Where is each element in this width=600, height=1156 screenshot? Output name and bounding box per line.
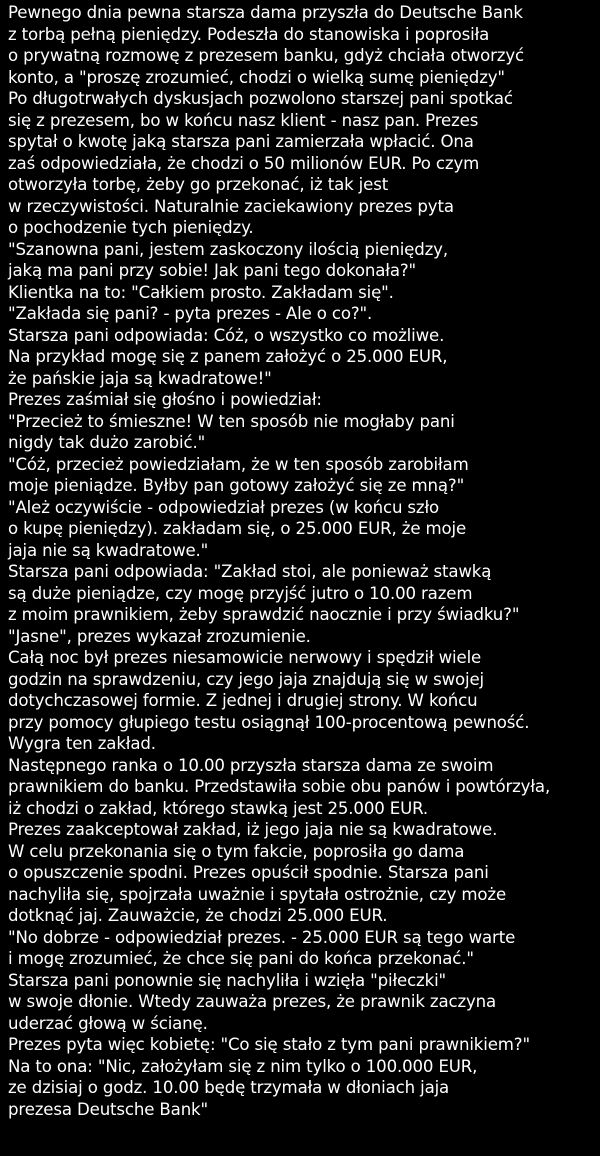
text-line: moje pieniądze. Byłby pan gotowy założyć się ze mną?"	[8, 476, 465, 495]
text-line: "Cóż, przecież powiedziałam, że w ten sposób zarobiłam	[8, 454, 469, 474]
text-line: o prywatną rozmowę z prezesem banku, gdyż chciała otworzyć	[8, 46, 525, 65]
text-line: Na to ona: "Nic, założyłam się z nim tylko o 100.000 EUR,	[8, 1056, 478, 1076]
text-line: Starsza pani ponownie się nachyliła i wzięła "piłeczki"	[8, 970, 447, 990]
text-line: i mogę zrozumieć, że chce się pani do końca przekonać."	[8, 949, 474, 968]
text-line: prawnikiem do banku. Przedstawiła sobie obu panów i powtórzyła,	[8, 777, 551, 796]
text-line: godzin na sprawdzeniu, czy jego jaja znajdują się w swojej	[8, 669, 485, 689]
text-line: Po długotrwałych dyskusjach pozwolono starszej pani spotkać	[8, 89, 513, 108]
text-line: z torbą pełną pieniędzy. Podeszła do stanowiska i poprosiła	[8, 24, 490, 44]
text-line: z moim prawnikiem, żeby sprawdzić naocznie i przy świadku?"	[8, 605, 520, 624]
joke-text-block	[8, 2, 600, 1120]
text-line: nachyliła się, spojrzała uważnie i spytała ostrożnie, czy może	[8, 884, 507, 904]
text-line: prezesa Deutsche Bank"	[8, 1099, 208, 1119]
text-line: że pańskie jaja są kwadratowe!"	[8, 368, 272, 388]
text-line: nigdy tak dużo zarobić."	[8, 433, 206, 452]
text-line: W celu przekonania się o tym fakcie, poprosiła go dama	[8, 841, 465, 861]
text-line: o kupę pieniędzy). zakładam się, o 25.000 EUR, że moje	[8, 519, 467, 538]
text-line: Prezes zaśmiał się głośno i powiedział:	[8, 390, 322, 409]
text-line: Na przykład mogę się z panem założyć o 25.000 EUR,	[8, 347, 448, 366]
text-line: jaką ma pani przy sobie! Jak pani tego dokonała?"	[8, 261, 417, 280]
text-line: się z prezesem, bo w końcu nasz klient - nasz pan. Prezes	[8, 110, 479, 130]
text-line: Klientka na to: "Całkiem prosto. Zakładam się".	[8, 282, 394, 302]
text-line: Starsza pani odpowiada: "Zakład stoi, ale ponieważ stawką	[8, 562, 492, 581]
text-line: konto, a "proszę zrozumieć, chodzi o wielką sumę pieniędzy"	[8, 67, 505, 87]
text-line: "Zakłada się pani? - pyta prezes - Ale o co?".	[8, 304, 373, 323]
text-line: zaś odpowiedziała, że chodzi o 50 milionów EUR. Po czym	[8, 153, 480, 173]
text-line: o opuszczenie spodni. Prezes opuścił spodnie. Starsza pani	[8, 863, 489, 882]
text-line: Prezes zaakceptował zakład, iż jego jaja nie są kwadratowe.	[8, 820, 498, 839]
text-line: Następnego ranka o 10.00 przyszła starsza dama ze swoim	[8, 755, 494, 775]
text-line: "Ależ oczywiście - odpowiedział prezes (w końcu szło	[8, 497, 440, 517]
text-line: w rzeczywistości. Naturalnie zaciekawiony prezes pyta	[8, 196, 454, 216]
text-line: jaja nie są kwadratowe."	[8, 540, 209, 560]
text-line: przy pomocy głupiego testu osiągnął 100-procentową pewność.	[8, 712, 530, 732]
text-line: w swoje dłonie. Wtedy zauważa prezes, że prawnik zaczyna	[8, 992, 497, 1011]
text-line: Pewnego dnia pewna starsza dama przyszła do Deutsche Bank	[8, 3, 523, 22]
text-line: "Przecież to śmieszne! W ten sposób nie mogłaby pani	[8, 411, 455, 431]
text-line: dotychczasowej formie. Z jednej i drugiej strony. W końcu	[8, 691, 478, 710]
text-line: iż chodzi o zakład, którego stawką jest 25.000 EUR.	[8, 798, 429, 818]
text-line: Prezes pyta więc kobietę: "Co się stało z tym pani prawnikiem?"	[8, 1035, 530, 1054]
text-line: "Jasne", prezes wykazał zrozumienie.	[8, 626, 311, 646]
text-line: o pochodzenie tych pieniędzy.	[8, 218, 254, 237]
text-line: spytał o kwotę jaką starsza pani zamierzała wpłacić. Ona	[8, 132, 474, 151]
text-line: ze dzisiaj o godz. 10.00 będę trzymała w dłoniach jaja	[8, 1078, 450, 1097]
text-line: są duże pieniądze, czy mogę przyjść jutro o 10.00 razem	[8, 583, 473, 603]
text-line: Całą noc był prezes niesamowicie nerwowy i spędził wiele	[8, 648, 482, 667]
text-line: otworzyła torbę, żeby go przekonać, iż tak jest	[8, 175, 389, 194]
text-line: "Szanowna pani, jestem zaskoczony ilością pieniędzy,	[8, 239, 448, 259]
text-line: dotknąć jaj. Zauważcie, że chodzi 25.000 EUR.	[8, 906, 388, 925]
text-line: Starsza pani odpowiada: Cóż, o wszystko co możliwe.	[8, 325, 445, 345]
text-line: "No dobrze - odpowiedział prezes. - 25.000 EUR są tego warte	[8, 927, 516, 947]
text-line: Wygra ten zakład.	[8, 734, 156, 753]
text-line: uderzać głową w ścianę.	[8, 1013, 208, 1033]
